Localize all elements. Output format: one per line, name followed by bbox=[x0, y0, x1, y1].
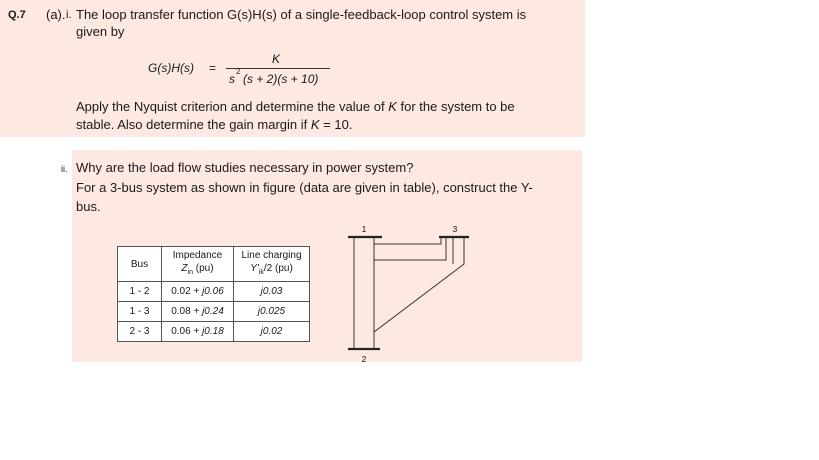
line-1-3-lower bbox=[374, 237, 446, 260]
cell-impedance-imag: j0.24 bbox=[202, 306, 224, 317]
part-b-sub-label: ii. bbox=[61, 164, 68, 174]
cell-impedance bbox=[162, 282, 234, 302]
header-charging-subscript: ik bbox=[258, 269, 264, 276]
header-impedance-unit: (pu) bbox=[195, 263, 214, 274]
equation-equals: = bbox=[209, 61, 217, 75]
part-b-line-3: bus. bbox=[76, 199, 101, 214]
cell-impedance-real: 0.08 + bbox=[171, 306, 203, 317]
cell-impedance-imag: j0.06 bbox=[202, 286, 224, 297]
part-a-sub-label: i. bbox=[66, 9, 72, 21]
variable-k: K bbox=[310, 117, 320, 132]
header-impedance-subscript: in bbox=[187, 269, 193, 276]
cell-charging: j0.025 bbox=[234, 302, 310, 322]
header-impedance bbox=[162, 247, 234, 282]
three-bus-network-diagram bbox=[340, 222, 480, 367]
equation-denominator-rest: (s + 2)(s + 10) bbox=[243, 72, 319, 86]
part-a-label: (a). bbox=[46, 7, 66, 22]
table-row bbox=[118, 302, 310, 322]
cell-bus: 2 - 3 bbox=[118, 322, 162, 342]
part-b-line-2: For a 3-bus system as shown in figure (data are given in table), construct the Y- bbox=[76, 180, 533, 195]
line-data-table bbox=[117, 246, 310, 342]
part-a-line-4-start: stable. Also determine the gain margin if bbox=[76, 117, 308, 132]
cell-impedance bbox=[162, 302, 234, 322]
variable-k: K bbox=[388, 99, 397, 114]
cell-impedance-real: 0.06 + bbox=[171, 326, 203, 337]
header-charging-unit: /2 (pu) bbox=[263, 263, 293, 274]
question-number: Q.7 bbox=[8, 9, 26, 21]
equation-lhs: G(s)H(s) bbox=[148, 61, 194, 75]
table-row bbox=[118, 322, 310, 342]
part-a-line-4-end: = 10. bbox=[323, 117, 353, 132]
part-a-line-1: The loop transfer function G(s)H(s) of a single-feedback-loop control system is bbox=[76, 7, 527, 22]
cell-impedance bbox=[162, 322, 234, 342]
equation-denominator-exponent: 2 bbox=[236, 67, 241, 76]
line-2-3-outer bbox=[374, 237, 464, 332]
part-a-line-3 bbox=[76, 98, 515, 115]
cell-bus: 1 - 2 bbox=[118, 282, 162, 302]
header-charging-label: Line charging bbox=[241, 250, 302, 261]
cell-charging: j0.02 bbox=[234, 322, 310, 342]
header-impedance-label: Impedance bbox=[172, 250, 223, 261]
header-line-charging bbox=[234, 247, 310, 282]
header-impedance-symbol: Z bbox=[181, 263, 188, 274]
table-row bbox=[118, 282, 310, 302]
part-b-line-1: Why are the load flow studies necessary in power system? bbox=[76, 160, 414, 175]
cell-bus: 1 - 3 bbox=[118, 302, 162, 322]
part-a-line-3-start: Apply the Nyquist criterion and determine the value of bbox=[76, 99, 385, 114]
cell-charging: j0.03 bbox=[234, 282, 310, 302]
fraction-bar bbox=[226, 68, 330, 69]
header-charging-symbol: Y' bbox=[250, 263, 259, 274]
cell-impedance-imag: j0.18 bbox=[202, 326, 224, 337]
cell-impedance-real: 0.02 + bbox=[171, 286, 203, 297]
line-1-3-upper bbox=[374, 237, 441, 244]
part-a-line-4 bbox=[76, 116, 352, 133]
part-a-line-3-end: for the system to be bbox=[400, 99, 515, 114]
part-a-line-2: given by bbox=[76, 24, 125, 39]
transmission-lines bbox=[354, 237, 464, 349]
header-bus: Bus bbox=[118, 247, 162, 282]
equation-numerator: K bbox=[272, 52, 281, 66]
table-header-row bbox=[118, 247, 310, 282]
bus-1-label: 1 bbox=[361, 225, 367, 234]
bus-3-label: 3 bbox=[452, 225, 458, 234]
equation-denominator-s: s bbox=[229, 72, 235, 86]
bus-2-label: 2 bbox=[361, 355, 367, 364]
